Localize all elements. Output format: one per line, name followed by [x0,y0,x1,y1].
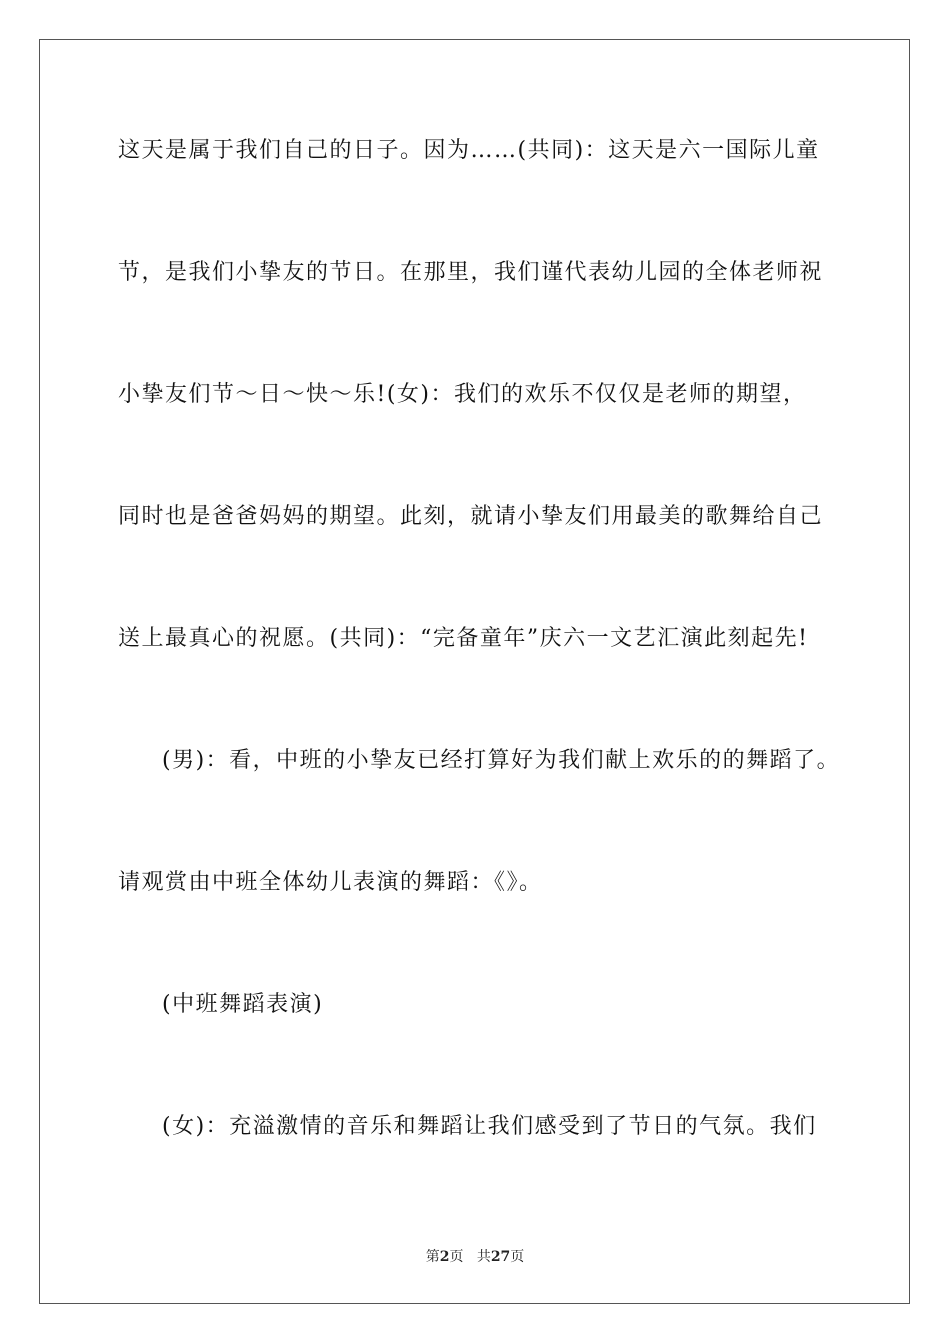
text-line-3: 小挚友们节～日～快～乐!(女)：我们的欢乐不仅仅是老师的期望， [118,382,807,407]
footer-total-suffix: 页 [510,1249,525,1265]
page-footer [0,1248,950,1266]
text-line-8: (中班舞蹈表演) [162,992,324,1017]
text-line-6: (男)：看，中班的小挚友已经打算好为我们献上欢乐的的舞蹈了。 [162,748,841,773]
text-line-1: 这天是属于我们自己的日子。因为……(共同)：这天是六一国际儿童 [118,138,820,163]
footer-page-suffix: 页 [449,1249,464,1265]
footer-total-pages: 27 [490,1249,511,1265]
text-line-7: 请观赏由中班全体幼儿表演的舞蹈：《》。 [118,870,543,895]
footer-page-prefix: 第 [425,1249,440,1265]
text-line-4: 同时也是爸爸妈妈的期望。此刻，就请小挚友们用最美的歌舞给自己 [118,504,824,529]
text-line-5: 送上最真心的祝愿。(共同)：“完备童年”庆六一文艺汇演此刻起先! [118,626,809,651]
text-line-2: 节，是我们小挚友的节日。在那里，我们谨代表幼儿园的全体老师祝 [118,260,824,285]
footer-total-prefix: 共 [476,1249,491,1265]
footer-page-number: 2 [439,1249,450,1265]
text-line-9: (女)：充溢激情的音乐和舞蹈让我们感受到了节日的气氛。我们 [162,1114,817,1139]
